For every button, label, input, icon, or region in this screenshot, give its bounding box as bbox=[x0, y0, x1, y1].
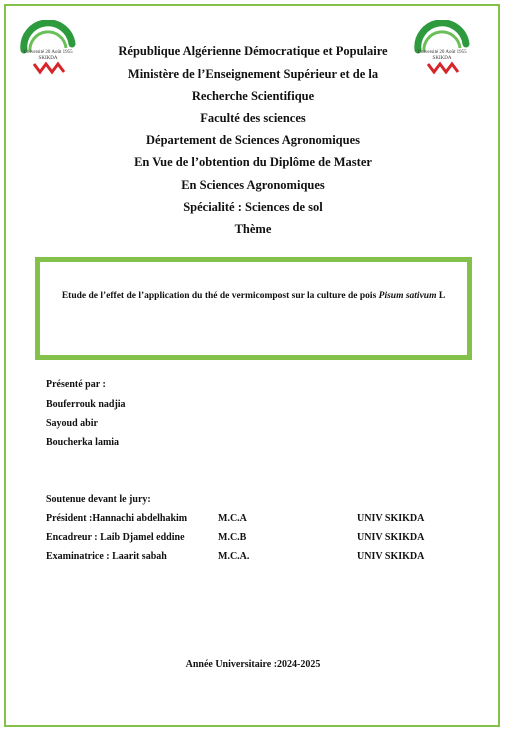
thesis-title-main: Etude de l’effet de l’application du thé de vermicompost sur la culture de pois bbox=[61, 291, 379, 301]
header-faculty: Faculté des sciences bbox=[200, 111, 306, 125]
jury-member-grade: M.C.A. bbox=[218, 551, 250, 562]
header-republic: République Algérienne Démocratique et Populaire bbox=[118, 44, 388, 58]
logo-caption-university: Université 20 Août 1955 bbox=[23, 50, 73, 55]
header-field: En Sciences Agronomiques bbox=[181, 178, 325, 192]
logo-caption-city: SKIKDA bbox=[432, 56, 452, 61]
header-diploma: En Vue de l’obtention du Diplôme de Master bbox=[134, 155, 372, 169]
jury-member-institution: UNIV SKIKDA bbox=[357, 551, 425, 562]
header-research: Recherche Scientifique bbox=[191, 89, 315, 103]
thesis-title bbox=[55, 287, 452, 305]
jury-member-grade: M.C.A bbox=[218, 513, 247, 524]
header-specialty: Spécialité : Sciences de sol bbox=[183, 200, 323, 214]
jury-member-role: Encadreur : Laib Djamel eddine bbox=[46, 532, 185, 543]
academic-year: Année Universitaire :2024-2025 bbox=[185, 659, 321, 670]
jury-member-role: Examinatrice : Laarit sabah bbox=[46, 551, 167, 562]
theme-box bbox=[35, 257, 472, 360]
author-name: Boucherka lamia bbox=[46, 437, 120, 448]
author-name: Bouferrouk nadjia bbox=[46, 399, 126, 410]
header-ministry: Ministère de l’Enseignement Supérieur et de la bbox=[127, 67, 379, 81]
thesis-title-species: Pisum sativum bbox=[378, 291, 437, 301]
thesis-title-suffix: L bbox=[436, 291, 446, 301]
author-name: Sayoud abir bbox=[46, 418, 98, 429]
header-department: Département de Sciences Agronomiques bbox=[146, 133, 360, 147]
presented-by-label: Présenté par : bbox=[46, 379, 106, 390]
jury-member-grade: M.C.B bbox=[218, 532, 247, 543]
jury-label: Soutenue devant le jury: bbox=[46, 494, 151, 505]
header-theme-label: Thème bbox=[234, 222, 272, 236]
jury-member-institution: UNIV SKIKDA bbox=[357, 532, 425, 543]
logo-caption-city: SKIKDA bbox=[38, 56, 58, 61]
jury-member-role: Président :Hannachi abdelhakim bbox=[46, 513, 188, 524]
logo-caption-university: Université 20 Août 1955 bbox=[417, 50, 467, 55]
jury-member-institution: UNIV SKIKDA bbox=[357, 513, 425, 524]
